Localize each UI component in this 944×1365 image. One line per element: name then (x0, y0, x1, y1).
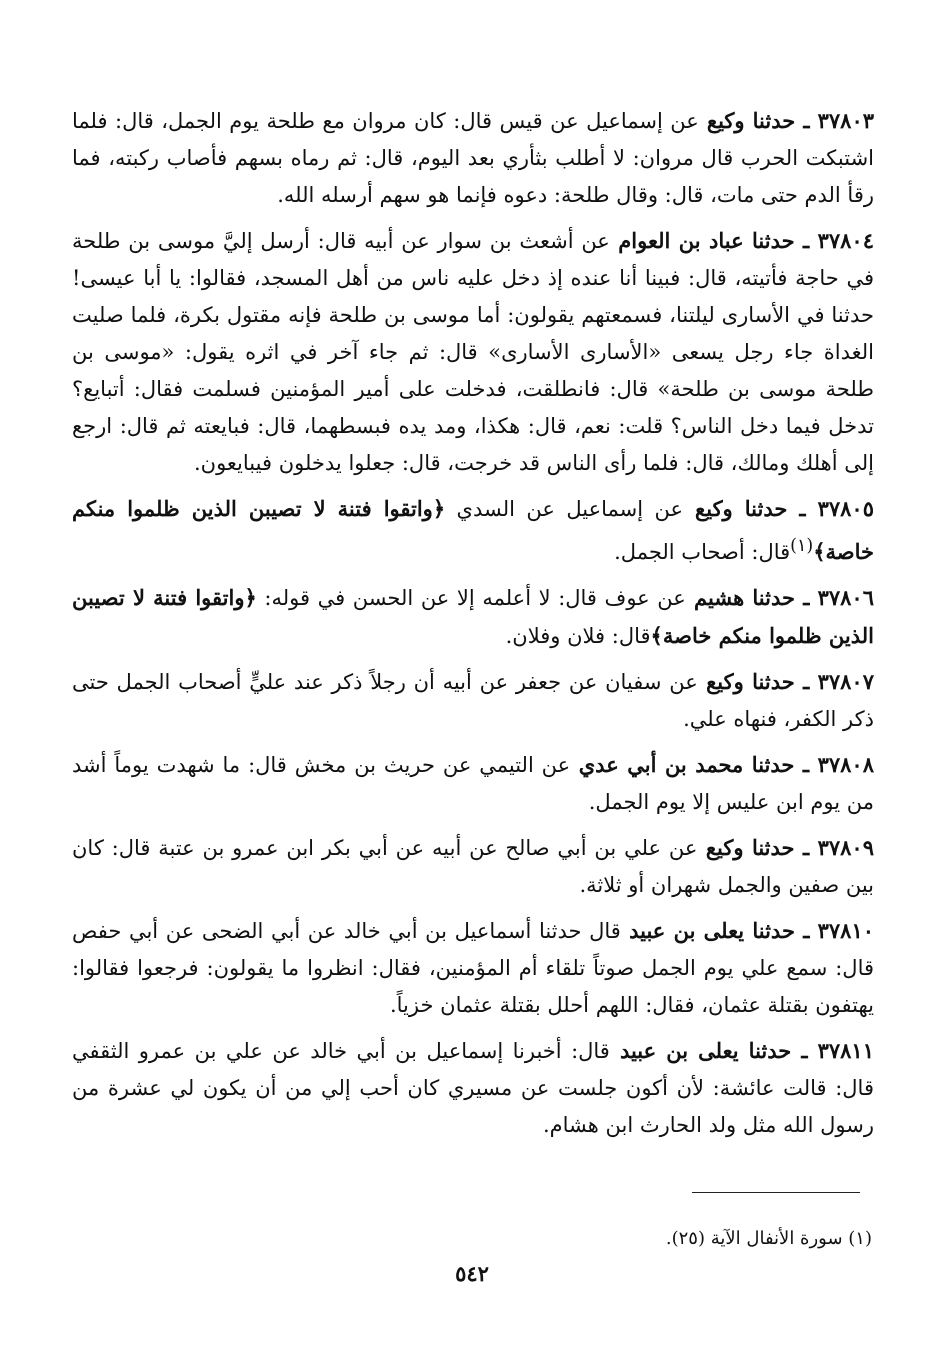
footnote-marker: (١) (790, 536, 814, 556)
hadith-number: ٣٧٨٠٨ (817, 752, 874, 777)
hadith-entry (72, 746, 874, 821)
footnote-divider (692, 1192, 860, 1193)
quran-quote: ﴿واتقوا فتنة لا تصيبن الذين ظلموا منكم خاصة﴾ (72, 496, 874, 564)
hadith-text-after: قال: أصحاب الجمل. (614, 540, 791, 564)
hadith-entry (72, 102, 874, 214)
hadith-text: قال حدثنا أسماعيل بن أبي خالد عن أبي الضحى عن أبي حفص قال: سمع علي يوم الجمل صوتاً تلقاء أم المؤمنين، فقال: انظروا ما يقولون: فرجعوا فقالوا: يهتفون بقتلة عثمان، فقال: اللهم أحلل بقتلة عثمان خزياً. (72, 919, 874, 1017)
hadith-narrator: ـ حدثنا وكيع (683, 496, 818, 521)
hadith-text: عن إسماعيل عن قيس قال: كان مروان مع طلحة يوم الجمل، قال: فلما اشتبكت الحرب قال مروان: لا أطلب بثأري بعد اليوم، قال: ثم رماه بسهم فأصاب ركبته، فما رقأ الدم حتى مات، قال: وقال طلحة: دعوه فإنما هو سهم أرسله الله. (72, 109, 874, 207)
hadith-narrator: ـ حدثنا يعلى بن عبيد (609, 1038, 818, 1063)
hadith-text: عن عوف قال: لا أعلمه إلا عن الحسن في قوله: (256, 586, 686, 610)
quran-quote: ﴿واتقوا فتنة لا تصيبن الذين ظلموا منكم خاصة﴾ (72, 585, 874, 648)
hadith-entry (72, 1032, 874, 1144)
hadith-entry (72, 663, 874, 738)
hadith-text: عن علي بن أبي صالح عن أبيه عن أبي بكر ابن عمرو بن عتبة قال: كان بين صفين والجمل شهران أو ثلاثة. (72, 836, 874, 897)
hadith-text: قال: أخبرنا إسماعيل بن أبي خالد عن علي بن عمرو الثقفي قال: قالت عائشة: لأن أكون جلست عن مسيري كان أحب إلي من أن يكون لي عشرة من رسول الله مثل ولد الحارث ابن هشام. (72, 1039, 874, 1137)
hadith-number: ٣٧٨١١ (817, 1038, 874, 1063)
hadith-entry (72, 490, 874, 571)
hadith-narrator: ـ حدثنا محمد بن أبي عدي (570, 752, 818, 777)
hadith-number: ٣٧٨١٠ (817, 918, 875, 943)
hadith-narrator: ـ حدثنا هشيم (685, 585, 818, 610)
hadith-narrator: ـ حدثنا وكيع (697, 835, 818, 860)
hadith-number: ٣٧٨٠٤ (817, 228, 874, 253)
hadith-text: عن سفيان عن جعفر عن أبيه أن رجلاً ذكر عند عليٍّ أصحاب الجمل حتى ذكر الكفر، فنهاه علي. (72, 670, 874, 731)
hadith-number: ٣٧٨٠٦ (817, 585, 874, 610)
hadith-narrator: ـ حدثنا عباد بن العوام (609, 228, 818, 253)
hadith-narrator: ـ حدثنا يعلى بن عبيد (620, 918, 818, 943)
hadith-narrator: ـ حدثنا وكيع (698, 108, 818, 133)
hadith-number: ٣٧٨٠٥ (817, 496, 874, 521)
hadith-number: ٣٧٨٠٧ (817, 669, 874, 694)
hadith-narrator: ـ حدثنا وكيع (697, 669, 818, 694)
hadith-text: عن إسماعيل عن السدي (445, 497, 683, 521)
page-number: ٥٤٢ (455, 1261, 489, 1286)
hadith-text: عن التيمي عن حريث بن مخش قال: ما شهدت يوماً أشد من يوم ابن عليس إلا يوم الجمل. (72, 753, 874, 814)
footnote: (١) سورة الأنفال الآية (٢٥). (665, 1228, 872, 1249)
hadith-number: ٣٧٨٠٣ (817, 108, 875, 133)
document-body (72, 102, 874, 1152)
hadith-text: عن أشعث بن سوار عن أبيه قال: أرسل إليَّ موسى بن طلحة في حاجة فأتيته، قال: فبينا أنا عنده إذ دخل عليه ناس من أهل المسجد، فقالوا: يا أبا عيسى! حدثنا في الأسارى ليلتنا، فسمعتهم يقولون: أما موسى بن طلحة فإنه مقتول بكرة، فلما صليت الغداة جاء رجل يسعى «الأسارى الأسارى» قال: ثم جاء آخر في اثره يقول: «موسى بن طلحة موسى بن طلحة» قال: فانطلقت، فدخلت على أمير المؤمنين فسلمت فقال: أتبايع؟ تدخل فيما دخل الناس؟ قلت: نعم، قال: هكذا، ومد يده فبسطهما، قال: فبايعته ثم قال: ارجع إلى أهلك ومالك، قال: فلما رأى الناس قد خرجت، قال: جعلوا يدخلون فيبايعون. (72, 229, 874, 475)
hadith-number: ٣٧٨٠٩ (817, 835, 874, 860)
hadith-text-after: قال: فلان وفلان. (505, 624, 651, 648)
hadith-entry (72, 579, 874, 655)
hadith-entry (72, 222, 874, 482)
hadith-entry (72, 829, 874, 904)
hadith-entry (72, 912, 874, 1024)
